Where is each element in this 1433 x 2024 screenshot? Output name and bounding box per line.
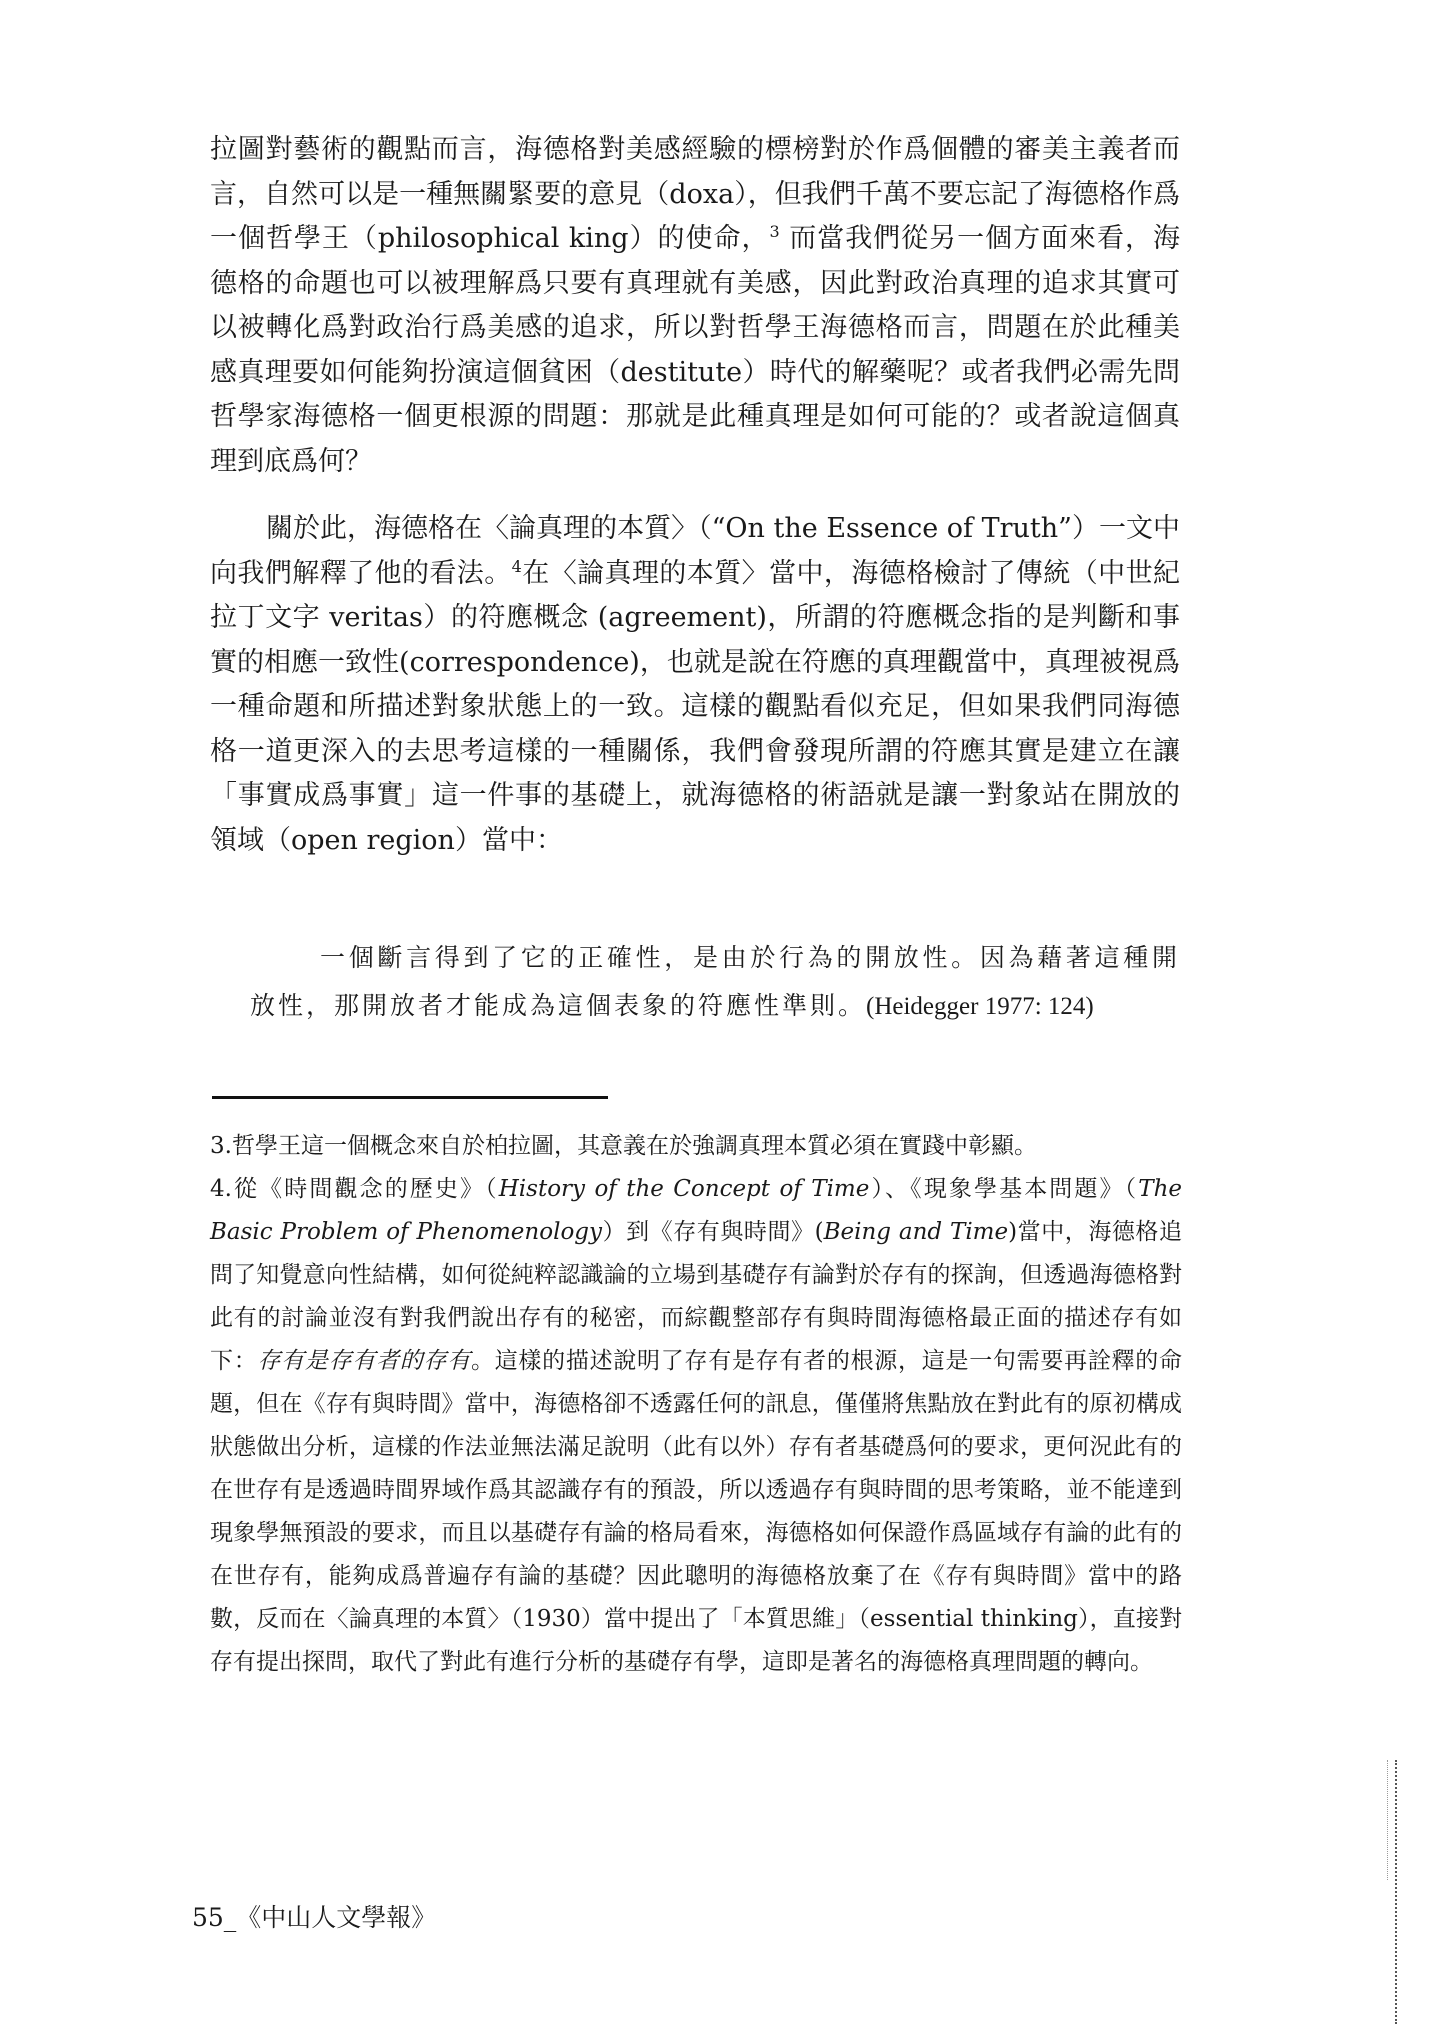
body-paragraph-2 xyxy=(210,507,1180,863)
footnote-4-title-being-time: Being and Time xyxy=(823,1219,1009,1245)
block-quote xyxy=(250,934,1180,1031)
footnote-4-emphasis: 存有是存有者的存有 xyxy=(257,1348,471,1374)
quote-indent xyxy=(250,943,320,972)
footnote-ref-4[interactable]: 4 xyxy=(511,556,522,576)
footnote-4 xyxy=(210,1168,1182,1684)
footnote-4-title-basic-problem: The Basic Problem of Phenomenology xyxy=(210,1176,1182,1245)
paragraph-1-continued: 而當我們從另一個方面來看，海德格的命題也可以被理解爲只要有真理就有美感，因此對政治真理的追求其實可以被轉化爲對政治行爲美感的追求，所以對哲學王海德格而言，問題在於此種美感真理要如何能夠扮演這個貧困（destitute）時代的解藥呢？或者我們必需先問哲學家海德格一個更根源的問題：那就是此種真理是如何可能的？或者說這個真理到底爲何？ xyxy=(210,223,1180,477)
page-footer: 55_《中山人文學報》 xyxy=(192,1903,437,1932)
body-paragraph-1 xyxy=(210,128,1180,484)
footnote-ref-3[interactable]: 3 xyxy=(769,222,780,241)
quote-citation: (Heidegger 1977: 124) xyxy=(866,993,1094,1020)
paragraph-2-continued: 在〈論真理的本質〉當中，海德格檢討了傳統（中世紀拉丁文字 veritas）的符應概念 (agreement)，所謂的符應概念指的是判斷和事實的相應一致性(correspondence)，也就是說在符應的真理觀當中，真理被視爲一種命題和所描述對象狀態上的一致。這樣的觀點看似充足，但如果我們同海德格一道更深入的去思考這樣的一種關係，我們會發現所謂的符應其實是建立在讓「事實成爲事實」這一件事的基礎上，就海德格的術語就是讓一對象站在開放的領域（open region）當中： xyxy=(210,557,1180,856)
paragraph-1-text: 拉圖對藝術的觀點而言，海德格對美感經驗的標榜對於作爲個體的審美主義者而言，自然可以是一種無關緊要的意見（doxa），但我們千萬不要忘記了海德格作爲一個哲學王（philosophical king）的使命， xyxy=(210,134,1180,254)
quote-text: 一個斷言得到了它的正確性，是由於行為的開放性。因為藉著這種開放性，那開放者才能成為這個表象的符應性準則。 xyxy=(250,943,1180,1020)
footnote-4-part-c: ）、《現象學基本問題》（ xyxy=(869,1176,1139,1202)
footnote-divider xyxy=(212,1096,608,1099)
scan-edge-mark xyxy=(1395,1760,1397,2024)
scan-edge-mark-2 xyxy=(1387,1760,1388,1880)
footnote-4-part-i: 。這樣的描述說明了存有是存有者的根源，這是一句需要再詮釋的命題，但在《存有與時間》當中，海德格卻不透露任何的訊息，僅僅將焦點放在對此有的原初構成狀態做出分析，這樣的作法並無法滿足說明（此有以外）存有者基礎爲何的要求，更何況此有的在世存有是透過時間界域作爲其認識存有的預設，所以透過存有與時間的思考策略，並不能達到現象學無預設的要求，而且以基礎存有論的格局看來，海德格如何保證作爲區域存有論的此有的在世存有，能夠成爲普遍存有論的基礎？因此聰明的海德格放棄了在《存有與時間》當中的路數，反而在〈論真理的本質〉（1930）當中提出了「本質思維」（essential thinking），直接對存有提出探問，取代了對此有進行分析的基礎存有學，這即是著名的海德格真理問題的轉向。 xyxy=(210,1348,1183,1675)
footnote-3: 3.哲學王這一個概念來自於柏拉圖，其意義在於強調真理本質必須在實踐中彰顯。 xyxy=(210,1133,1037,1159)
footnote-4-title-history: History of the Concept of Time xyxy=(498,1176,870,1202)
footnote-4-part-g: )當中，海德格追問了知覺意向性結構，如何從純粹認識論的立場到基礎存有論對於存有的探詢，但透過海德格對此有的討論並沒有對我們說出存有的秘密，而綜觀整部存有與時間海德格最正面的描述存有如下： xyxy=(210,1219,1182,1374)
paragraph-2-text: 關於此，海德格在〈論真理的本質〉（“On the Essence of Truth”）一文中向我們解釋了他的看法。 xyxy=(210,513,1180,589)
footnotes-section xyxy=(210,1125,1182,1684)
footnote-4-part-e: ）到《存有與時間》( xyxy=(602,1219,824,1245)
footnote-4-part-a: 4.從《時間觀念的歷史》（ xyxy=(210,1176,499,1202)
